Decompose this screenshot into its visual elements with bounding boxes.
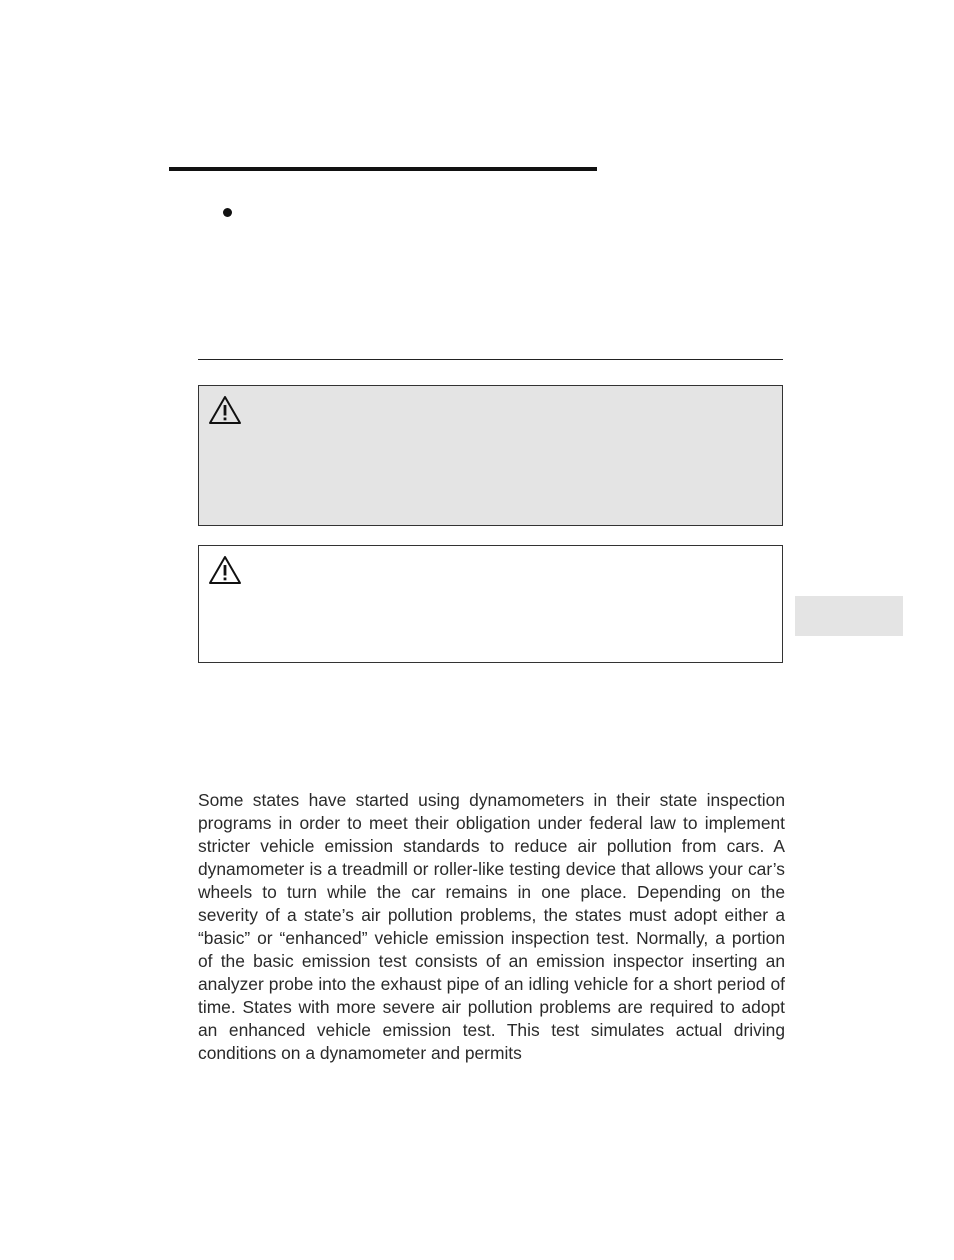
body-paragraph: Some states have started using dynamometers in their state inspection programs in order to meet their obligation under federal law to implement stricter vehicle emission standards to reduce air pollution from cars. A dynamometer is a treadmill or roller-like testing device that allows your car’s wheels to turn while the car remains in one place. Depending on the severity of a state’s air pollution problems, the states must adopt either a “basic” or “enhanced” vehicle emission inspection test. Normally, a portion of the basic emission test consists of an emission inspector inserting an analyzer probe into the exhaust pipe of an idling vehicle for a short period of time. States with more severe air pollution problems are required to adopt an enhanced vehicle emission test. This test simulates actual driving conditions on a dynamometer and permits (198, 790, 785, 1063)
heading-underline (169, 167, 597, 171)
warning-triangle-icon (208, 555, 242, 585)
section-divider (198, 359, 783, 360)
chapter-side-tab (795, 596, 903, 636)
bullet-point (223, 208, 232, 217)
warning-triangle-icon (208, 395, 242, 425)
warning-box-plain (198, 545, 783, 663)
warning-box-shaded (198, 385, 783, 526)
